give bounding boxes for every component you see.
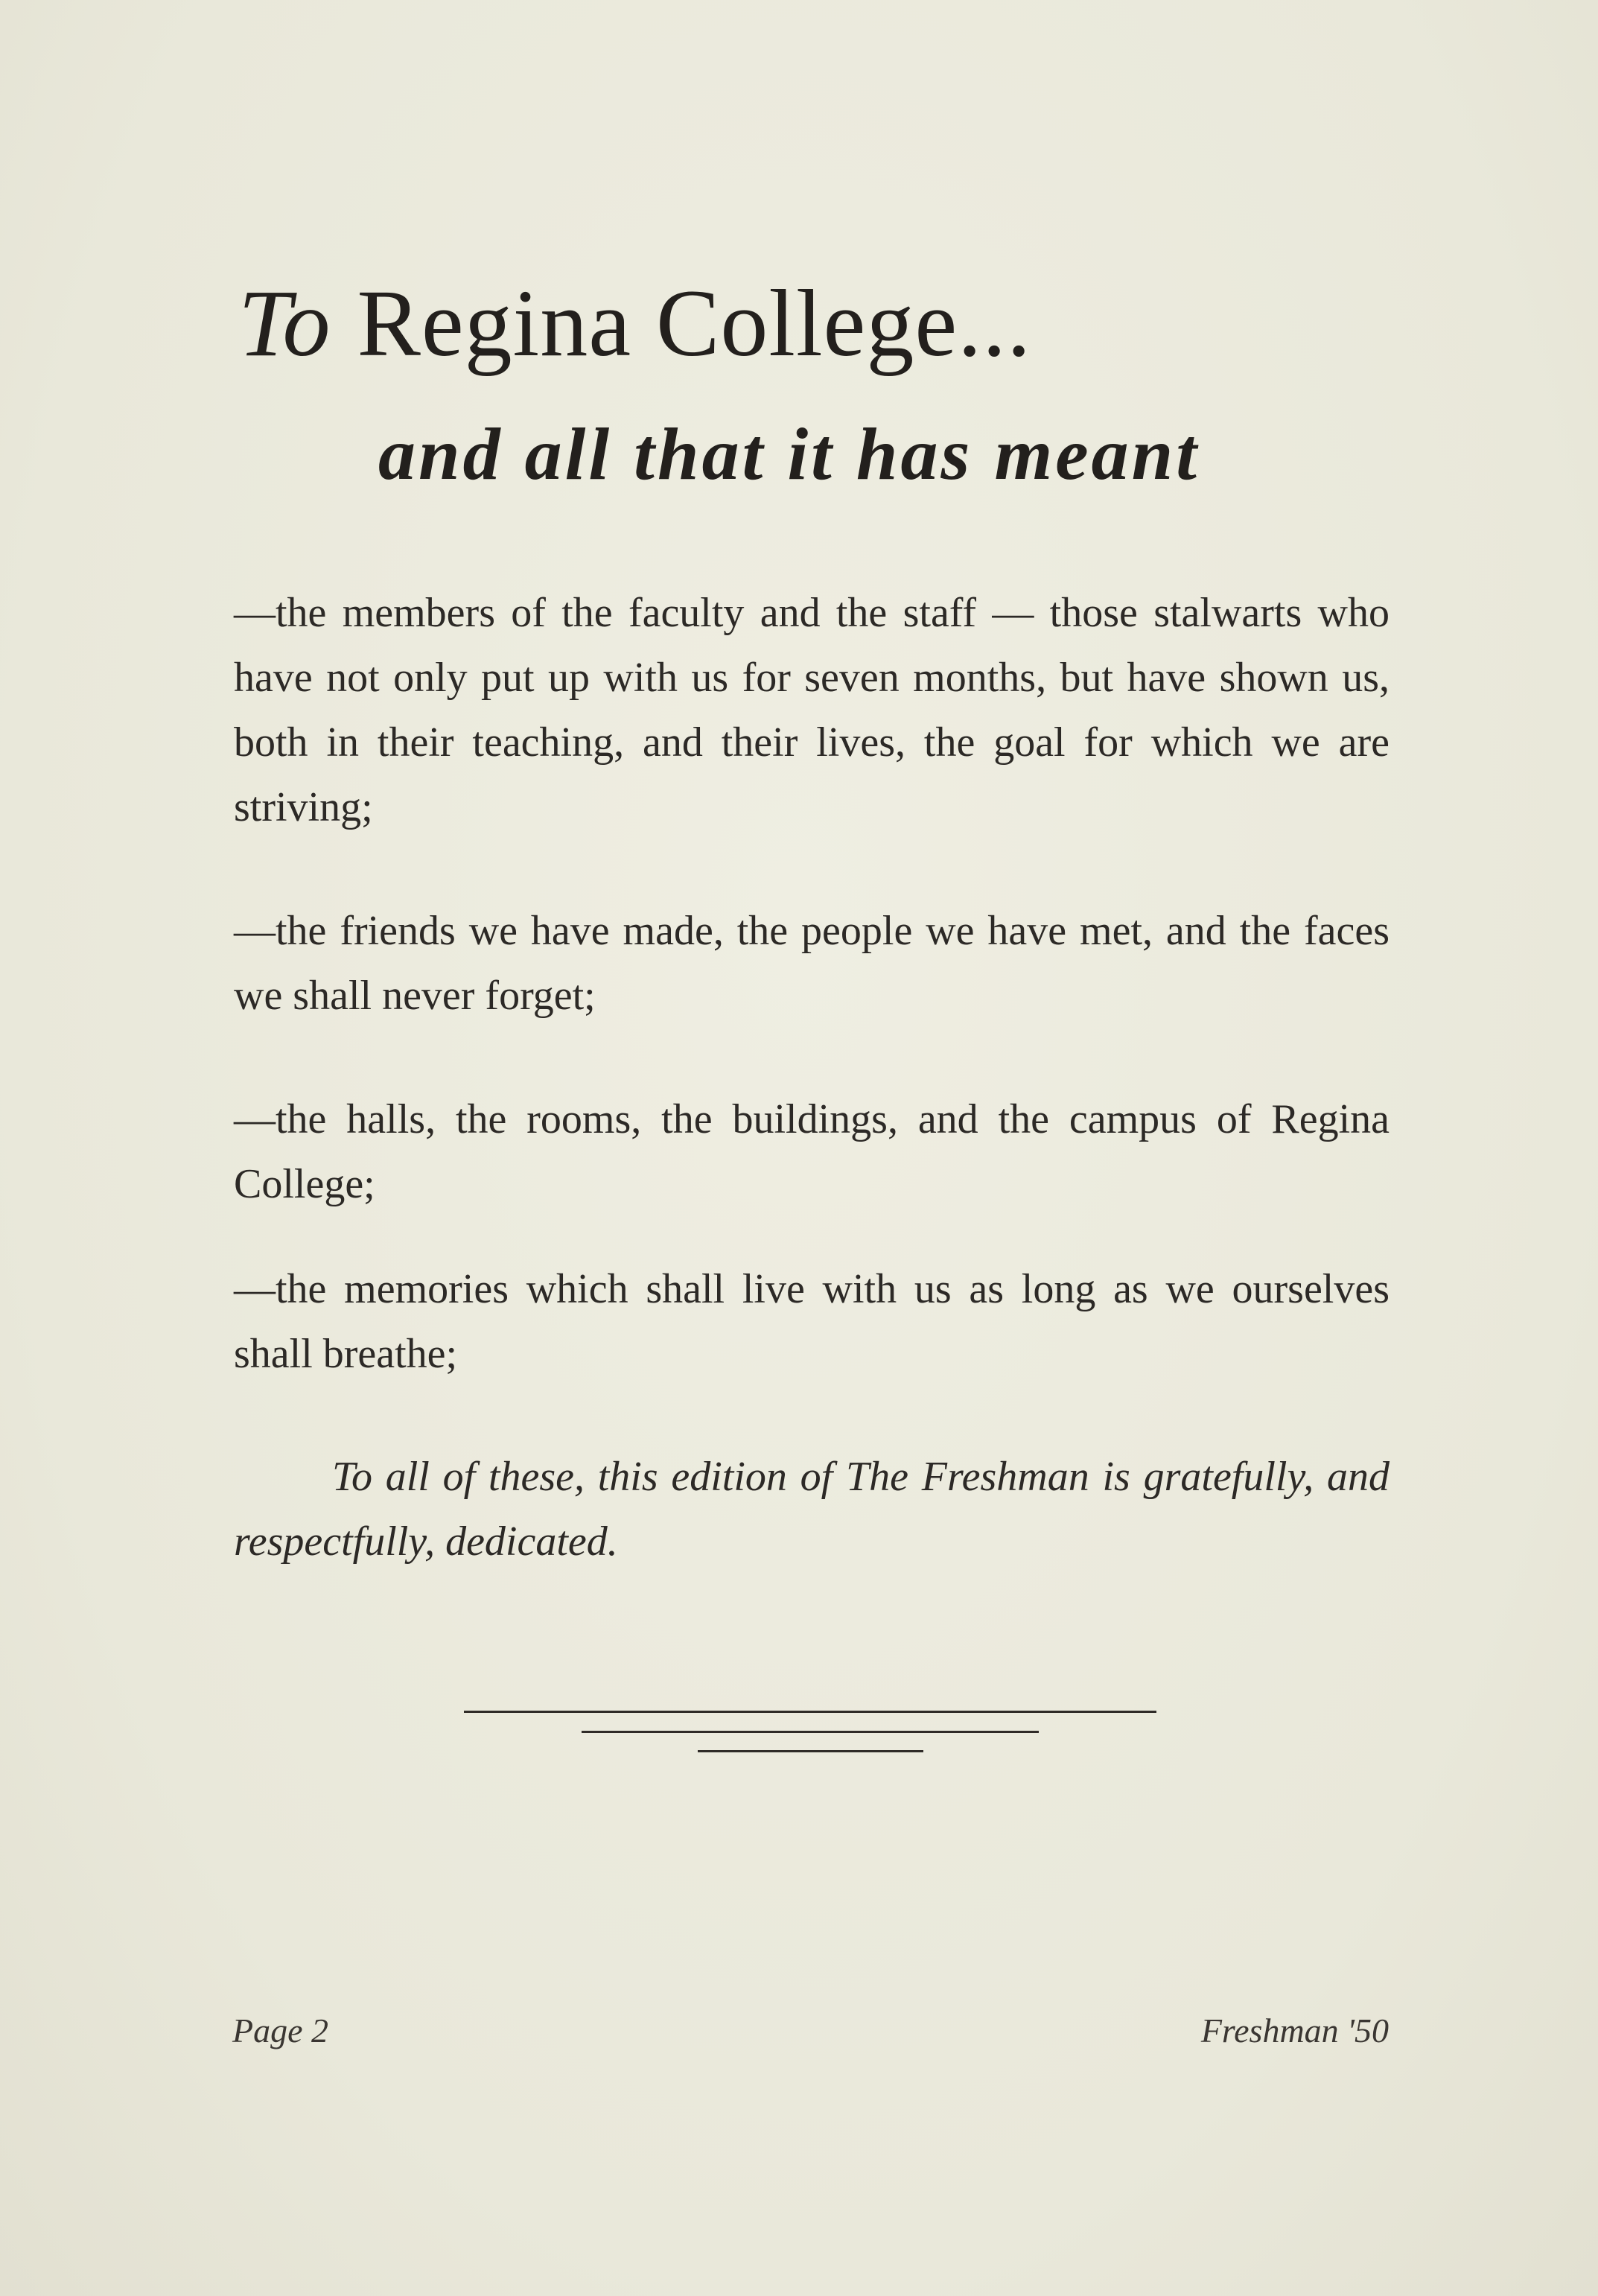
divider-rule-long [464,1711,1156,1713]
paragraph-faculty: —the members of the faculty and the staff — those stalwarts who have not only put up with us for seven months, but have shown us, both in their teaching, and their lives, the goal for which we are striving; [234,590,1390,830]
divider-rule-short [698,1750,923,1752]
title-to: To [238,270,331,376]
title-college: Regina College... [357,270,1032,376]
paragraph-halls: —the halls, the rooms, the buildings, and the campus of Regina College; [234,1096,1390,1207]
page-title [238,270,1032,376]
paragraph-friends: —the friends we have made, the people we have met, and the faces we shall never forget; [234,908,1390,1019]
dedication-text: To all of these, this edition of The Freshman is gratefully, and respectfully, dedicated. [234,1454,1390,1565]
paragraph-memories: —the memories which shall live with us as long as we ourselves shall breathe; [234,1266,1390,1377]
page-number: Page 2 [232,2012,329,2049]
publication-name: Freshman '50 [1200,2012,1389,2049]
divider-rule-medium [582,1731,1039,1733]
page-subtitle: and all that it has meant [378,413,1200,495]
